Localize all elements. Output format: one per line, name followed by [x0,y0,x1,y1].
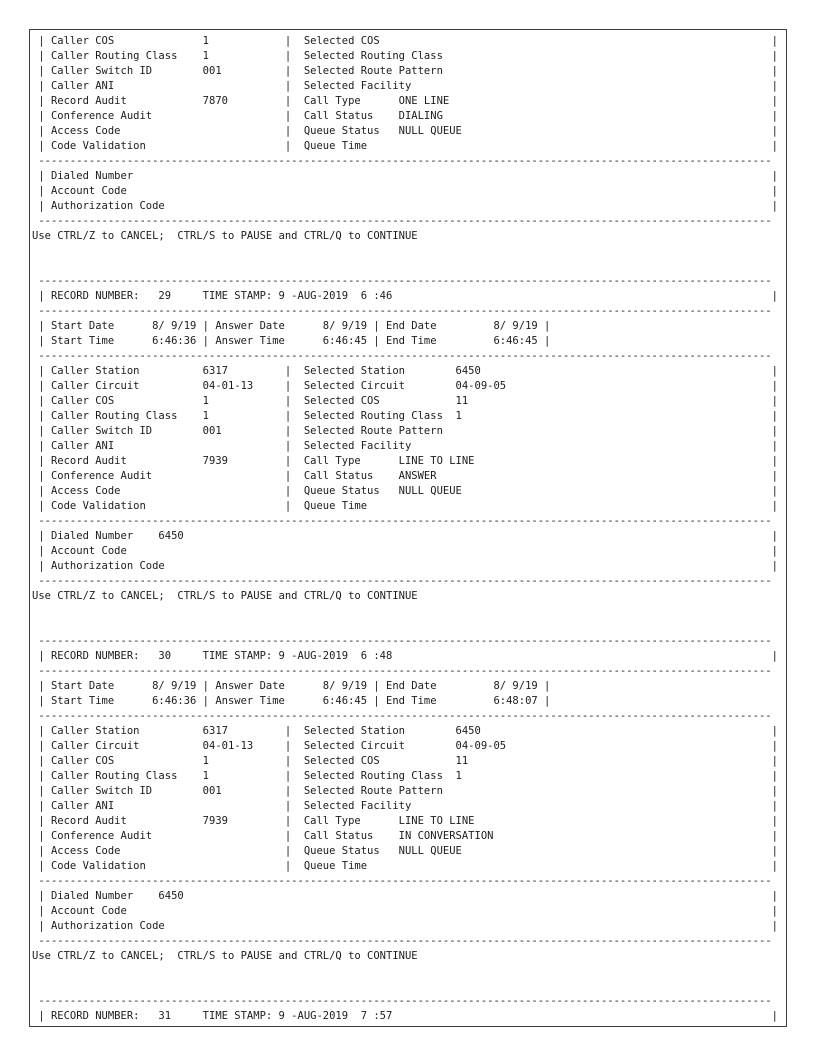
separator-line: -------------------------------------------------------------------------------------------------------------------- [32,635,772,647]
blank-line [32,964,784,979]
separator-line: -------------------------------------------------------------------------------------------------------------------- [32,350,772,362]
detail-row: | Caller ANI | Selected Facility | [32,800,778,812]
detail-row: | Record Audit 7939 | Call Type LINE TO LINE | [32,455,778,467]
time-row: | Start Time 6:46:36 | Answer Time 6:46:45 | End Time 6:46:45 | [32,335,551,347]
detail-row: | Caller ANI | Selected Facility | [32,80,778,92]
record-header-line: | RECORD NUMBER: 31 TIME STAMP: 9 -AUG-2019 7 :57 | [32,1010,778,1022]
detail-row: | Caller Station 6317 | Selected Station 6450 | [32,725,778,737]
detail-row: | Caller Switch ID 001 | Selected Route Pattern | [32,785,778,797]
detail-row: | Caller Switch ID 001 | Selected Route Pattern | [32,65,778,77]
detail-row: | Caller COS 1 | Selected COS 11 | [32,395,778,407]
record-header-line: | RECORD NUMBER: 29 TIME STAMP: 9 -AUG-2019 6 :46 | [32,290,778,302]
record-29-block [32,274,784,634]
detail-row: | Record Audit 7870 | Call Type ONE LINE | [32,95,778,107]
code-row: | Authorization Code | [32,920,778,932]
partial-record-block [32,34,784,274]
prompt-line: Use CTRL/Z to CANCEL; CTRL/S to PAUSE and CTRL/Q to CONTINUE [32,590,418,602]
detail-row: | Conference Audit | Call Status IN CONVERSATION | [32,830,778,842]
detail-row: | Caller ANI | Selected Facility | [32,440,778,452]
detail-row: | Caller Circuit 04-01-13 | Selected Circuit 04-09-05 | [32,740,778,752]
detail-row: | Caller Circuit 04-01-13 | Selected Circuit 04-09-05 | [32,380,778,392]
code-row: | Authorization Code | [32,560,778,572]
code-row: | Account Code | [32,905,778,917]
code-row: | Account Code | [32,545,778,557]
separator-line: -------------------------------------------------------------------------------------------------------------------- [32,305,772,317]
time-row: | Start Time 6:46:36 | Answer Time 6:46:45 | End Time 6:48:07 | [32,695,551,707]
detail-row: | Access Code | Queue Status NULL QUEUE | [32,125,778,137]
detail-row: | Conference Audit | Call Status DIALING | [32,110,778,122]
code-row: | Dialed Number 6450 | [32,530,778,542]
separator-line: -------------------------------------------------------------------------------------------------------------------- [32,155,772,167]
code-row: | Dialed Number 6450 | [32,890,778,902]
detail-row: | Record Audit 7939 | Call Type LINE TO LINE | [32,815,778,827]
record-header-line: | RECORD NUMBER: 30 TIME STAMP: 9 -AUG-2019 6 :48 | [32,650,778,662]
separator-line: -------------------------------------------------------------------------------------------------------------------- [32,515,772,527]
record-30-block [32,634,784,994]
terminal-output [32,34,784,1024]
separator-line: -------------------------------------------------------------------------------------------------------------------- [32,215,772,227]
detail-row: | Caller Routing Class 1 | Selected Routing Class 1 | [32,770,778,782]
detail-row: | Code Validation | Queue Time | [32,500,778,512]
code-row: | Dialed Number | [32,170,778,182]
blank-line [32,244,784,259]
separator-line: -------------------------------------------------------------------------------------------------------------------- [32,935,772,947]
prompt-line: Use CTRL/Z to CANCEL; CTRL/S to PAUSE and CTRL/Q to CONTINUE [32,950,418,962]
separator-line: -------------------------------------------------------------------------------------------------------------------- [32,875,772,887]
code-row: | Account Code | [32,185,778,197]
detail-row: | Caller Routing Class 1 | Selected Routing Class | [32,50,778,62]
record-31-block [32,994,784,1024]
code-row: | Authorization Code | [32,200,778,212]
detail-row: | Access Code | Queue Status NULL QUEUE | [32,845,778,857]
separator-line: -------------------------------------------------------------------------------------------------------------------- [32,665,772,677]
separator-line: -------------------------------------------------------------------------------------------------------------------- [32,575,772,587]
detail-row: | Code Validation | Queue Time | [32,860,778,872]
detail-row: | Conference Audit | Call Status ANSWER | [32,470,778,482]
blank-line [32,619,784,634]
prompt-line: Use CTRL/Z to CANCEL; CTRL/S to PAUSE and CTRL/Q to CONTINUE [32,230,418,242]
date-row: | Start Date 8/ 9/19 | Answer Date 8/ 9/19 | End Date 8/ 9/19 | [32,680,551,692]
detail-row: | Access Code | Queue Status NULL QUEUE | [32,485,778,497]
separator-line: -------------------------------------------------------------------------------------------------------------------- [32,710,772,722]
blank-line [32,259,784,274]
date-row: | Start Date 8/ 9/19 | Answer Date 8/ 9/19 | End Date 8/ 9/19 | [32,320,551,332]
detail-row: | Caller Station 6317 | Selected Station 6450 | [32,365,778,377]
detail-row: | Caller Routing Class 1 | Selected Routing Class 1 | [32,410,778,422]
terminal-frame[interactable] [29,29,787,1027]
separator-line: -------------------------------------------------------------------------------------------------------------------- [32,275,772,287]
detail-row: | Caller COS 1 | Selected COS | [32,35,778,47]
detail-row: | Caller Switch ID 001 | Selected Route Pattern | [32,425,778,437]
detail-row: | Code Validation | Queue Time | [32,140,778,152]
separator-line: -------------------------------------------------------------------------------------------------------------------- [32,995,772,1007]
blank-line [32,604,784,619]
detail-row: | Caller COS 1 | Selected COS 11 | [32,755,778,767]
blank-line [32,979,784,994]
